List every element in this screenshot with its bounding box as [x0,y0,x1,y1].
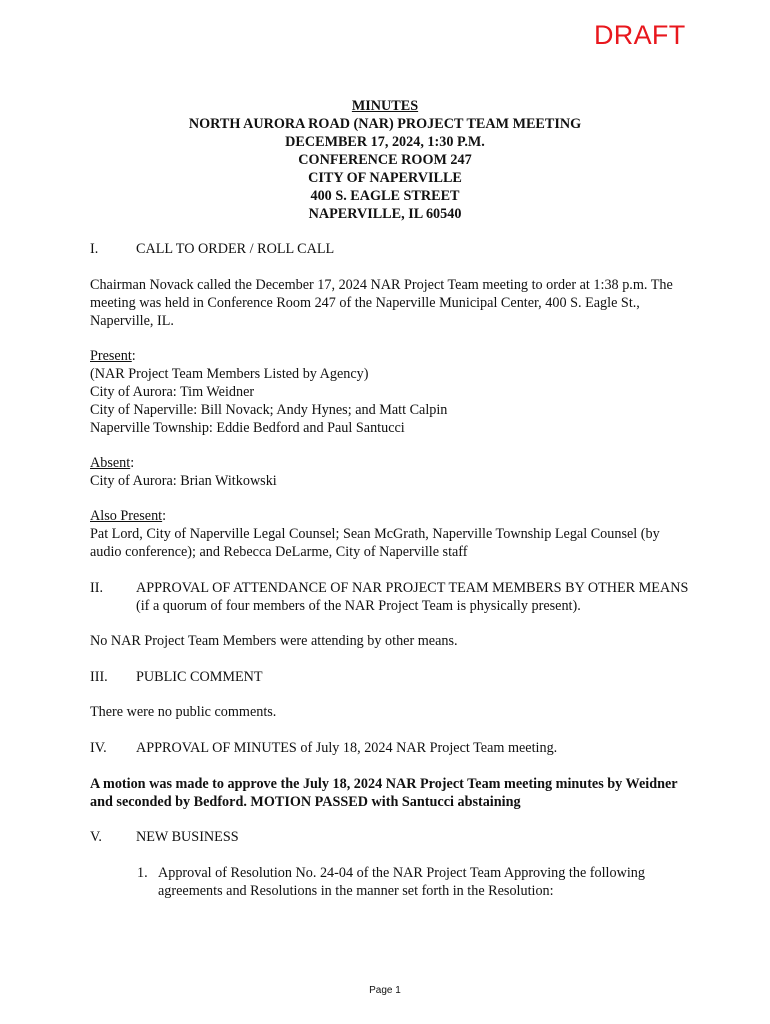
present-line: Naperville Township: Eddie Bedford and Paul Santucci [90,420,405,436]
present-line: City of Naperville: Bill Novack; Andy Hynes; and Matt Calpin [90,402,448,418]
public-comment-paragraph: There were no public comments. [90,704,277,720]
present-line: (NAR Project Team Members Listed by Agency) [90,366,369,382]
section-title: PUBLIC COMMENT [136,669,263,685]
section-number: IV. [90,740,107,756]
section-number: II. [90,580,103,596]
list-item-text: Approval of Resolution No. 24-04 of the NAR Project Team Approving the following agreements and Resolutions in the manner set forth in the Resolution: [158,865,645,899]
section-number: III. [90,669,108,685]
header-room: CONFERENCE ROOM 247 [298,152,472,168]
also-present-block: Also Present: Pat Lord, City of Naperville Legal Counsel; Sean McGrath, Naperville Township Legal Counsel (by audio conference); and Rebecca DeLarme, City of Naperville staff [90,507,690,561]
also-present-heading: Also Present [90,508,163,524]
header-street: 400 S. EAGLE STREET [310,188,460,204]
draft-watermark: DRAFT [594,20,686,50]
document-header [0,97,770,223]
list-item [137,864,692,900]
header-title: MINUTES [351,98,419,114]
header-city-state: NAPERVILLE, IL 60540 [308,206,462,222]
section-heading-1 [90,240,690,258]
section-heading-5 [90,828,690,846]
header-date: DECEMBER 17, 2024, 1:30 P.M. [285,134,485,150]
section-title: NEW BUSINESS [136,829,239,845]
call-to-order-paragraph: Chairman Novack called the December 17, 2024 NAR Project Team meeting to order at 1:38 p.m. The meeting was held in Conference Room 247 of the Naperville Municipal Center, 400 S. Eagle St., Naperville, IL. [90,277,673,329]
motion-paragraph: A motion was made to approve the July 18, 2024 NAR Project Team meeting minutes by Weidner and seconded by Bedford. MOTION PASSED with Santucci abstaining [90,776,678,810]
present-heading: Present [90,348,132,364]
page-number: Page 1 [369,985,401,996]
section-number: I. [90,241,99,257]
attendance-paragraph: No NAR Project Team Members were attending by other means. [90,633,458,649]
present-line: City of Aurora: Tim Weidner [90,384,255,400]
section-title: APPROVAL OF MINUTES of July 18, 2024 NAR Project Team meeting. [136,740,558,756]
header-city: CITY OF NAPERVILLE [308,170,462,186]
section-heading-4 [90,739,690,757]
present-block: Present: (NAR Project Team Members Listed by Agency) City of Aurora: Tim Weidner City of Naperville: Bill Novack; Andy Hynes; and Matt Calpin Naperville Township: Eddie Bedford and Paul Santucci [90,347,690,437]
list-item-number: 1. [137,865,148,881]
section-heading-3 [90,668,690,686]
absent-heading: Absent [90,455,131,471]
absent-block: Absent: City of Aurora: Brian Witkowski [90,454,690,490]
section-number: V. [90,829,102,845]
section-title: APPROVAL OF ATTENDANCE OF NAR PROJECT TEAM MEMBERS BY OTHER MEANS (if a quorum of four members of the NAR Project Team is physically present). [136,580,689,614]
absent-line: City of Aurora: Brian Witkowski [90,473,277,489]
header-meeting-name: NORTH AURORA ROAD (NAR) PROJECT TEAM MEETING [188,116,582,132]
section-heading-2 [90,579,690,615]
also-present-text: Pat Lord, City of Naperville Legal Counsel; Sean McGrath, Naperville Township Legal Counsel (by audio conference); and Rebecca DeLarme, City of Naperville staff [90,526,660,560]
section-title: CALL TO ORDER / ROLL CALL [136,241,335,257]
